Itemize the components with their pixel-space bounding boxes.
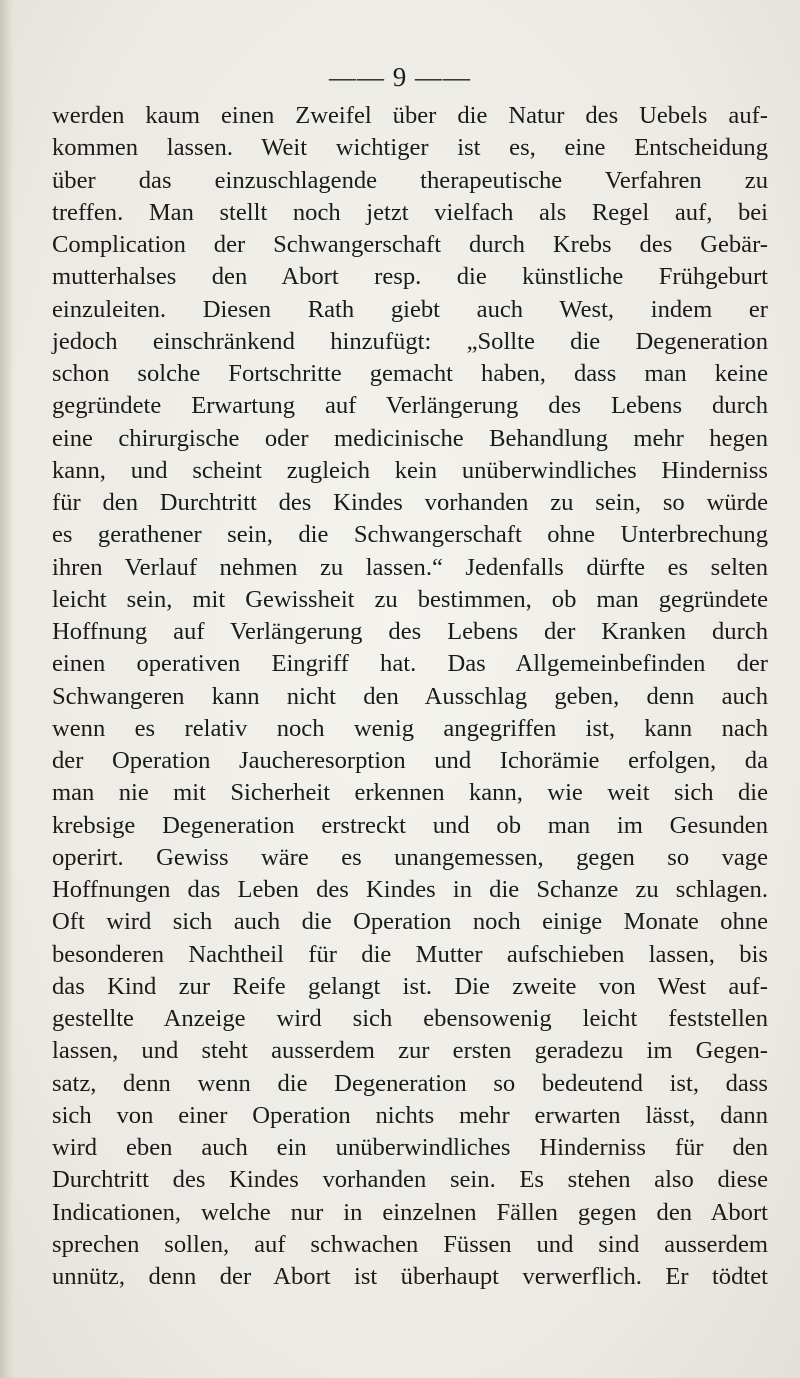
text-line: gegründete Erwartung auf Verlängerung des Lebens durch xyxy=(52,392,768,420)
text-line: Complication der Schwangerschaft durch Krebs des Gebär- xyxy=(52,231,768,258)
text-line: sich von einer Operation nichts mehr erwarten lässt, dann xyxy=(52,1101,768,1129)
text-line: über das einzuschlagende therapeutische Verfahren zu xyxy=(52,166,768,194)
text-line: kann, und scheint zugleich kein unüberwindliches Hinderniss xyxy=(52,456,768,484)
text-line: Indicationen, welche nur in einzelnen Fällen gegen den Abort xyxy=(52,1198,768,1226)
text-line: werden kaum einen Zweifel über die Natur des Uebels auf- xyxy=(52,102,768,129)
text-line: operirt. Gewiss wäre es unangemessen, gegen so vage xyxy=(52,843,768,871)
text-line: mutterhalses den Abort resp. die künstliche Frühgeburt xyxy=(52,263,768,291)
page-number-header: —— 9 —— xyxy=(329,62,471,92)
text-line: einzuleiten. Diesen Rath giebt auch West, indem er xyxy=(52,295,768,323)
text-line: für den Durchtritt des Kindes vorhanden zu sein, so würde xyxy=(52,489,768,516)
binding-shadow xyxy=(0,0,14,1378)
text-line: lassen, und steht ausserdem zur ersten geradezu im Gegen- xyxy=(52,1037,768,1065)
text-line: einen operativen Eingriff hat. Das Allgemeinbefinden der xyxy=(52,650,768,678)
body-text xyxy=(52,100,768,1293)
text-line: leicht sein, mit Gewissheit zu bestimmen, ob man gegründete xyxy=(52,585,768,613)
text-line: satz, denn wenn die Degeneration so bedeutend ist, dass xyxy=(52,1069,768,1097)
text-line: krebsige Degeneration erstreckt und ob man im Gesunden xyxy=(52,811,768,839)
text-line: treffen. Man stellt noch jetzt vielfach als Regel auf, bei xyxy=(52,198,768,226)
text-line: Durchtritt des Kindes vorhanden sein. Es stehen also diese xyxy=(52,1166,768,1194)
text-line: Hoffnung auf Verlängerung des Lebens der Kranken durch xyxy=(52,618,768,645)
text-line: man nie mit Sicherheit erkennen kann, wie weit sich die xyxy=(52,779,768,807)
text-line: gestellte Anzeige wird sich ebensowenig leicht feststellen xyxy=(52,1005,768,1032)
text-line: Oft wird sich auch die Operation noch einige Monate ohne xyxy=(52,908,768,936)
text-line: der Operation Jaucheresorption und Ichorämie erfolgen, da xyxy=(52,747,768,774)
text-line: schon solche Fortschritte gemacht haben, dass man keine xyxy=(52,360,768,387)
text-line: sprechen sollen, auf schwachen Füssen und sind ausserdem xyxy=(52,1230,768,1258)
text-line: unnütz, denn der Abort ist überhaupt verwerflich. Er tödtet xyxy=(52,1263,768,1290)
text-line: wenn es relativ noch wenig angegriffen ist, kann nach xyxy=(52,714,768,742)
text-line: wird eben auch ein unüberwindliches Hinderniss für den xyxy=(52,1134,768,1161)
text-line: es gerathener sein, die Schwangerschaft ohne Unterbrechung xyxy=(52,521,768,549)
text-line: jedoch einschränkend hinzufügt: „Sollte die Degeneration xyxy=(52,327,768,355)
text-line: Hoffnungen das Leben des Kindes in die Schanze zu schlagen. xyxy=(52,876,768,903)
text-line: ihren Verlauf nehmen zu lassen.“ Jedenfalls dürfte es selten xyxy=(52,553,768,581)
text-line: besonderen Nachtheil für die Mutter aufschieben lassen, bis xyxy=(52,940,768,968)
text-line: eine chirurgische oder medicinische Behandlung mehr hegen xyxy=(52,424,768,452)
text-line: Schwangeren kann nicht den Ausschlag geben, denn auch xyxy=(52,682,768,710)
text-line: das Kind zur Reife gelangt ist. Die zweite von West auf- xyxy=(52,972,768,1000)
text-line: kommen lassen. Weit wichtiger ist es, eine Entscheidung xyxy=(52,134,768,162)
